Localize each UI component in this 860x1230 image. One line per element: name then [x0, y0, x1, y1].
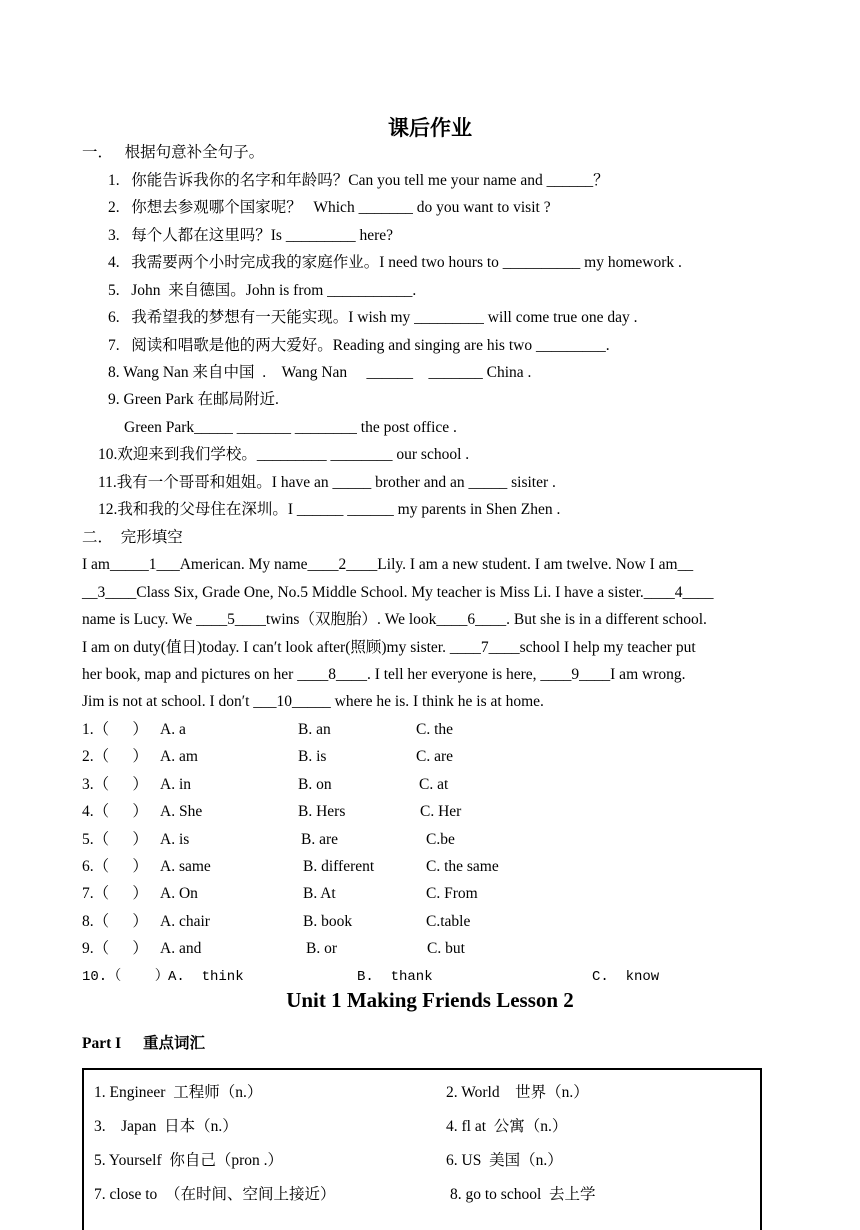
list-item: 1. 你能告诉我你的名字和年龄吗？Can you tell me your name and ______？ [108, 172, 609, 189]
list-item: 3. 每个人都在这里吗？Is _________ here? [108, 227, 393, 244]
question-number: 5.（ ） [82, 831, 148, 848]
option-c: C.table [426, 913, 471, 930]
vocab-item: 7. close to （在时间、空间上接近） [94, 1186, 336, 1203]
question-number: 3.（ ） [82, 776, 148, 793]
option-c: C. the same [426, 858, 499, 875]
option-a: A. On [160, 885, 198, 902]
option-a: A. a [160, 721, 186, 738]
option-a: A. same [160, 858, 211, 875]
list-item: 9. Green Park 在邮局附近. [108, 391, 279, 408]
option-a: A. chair [160, 913, 210, 930]
option-c: C. From [426, 885, 478, 902]
question-number: 2.（ ） [82, 748, 148, 765]
unit-title: Unit 1 Making Friends Lesson 2 [286, 988, 574, 1012]
list-item: 12.我和我的父母住在深圳。I ______ ______ my parents in Shen Zhen . [98, 501, 561, 518]
question-number: 7.（ ） [82, 885, 148, 902]
passage-line: Jim is not at school. I don′t ___10_____ where he is. I think he is at home. [82, 693, 544, 710]
option-b: B. thank [357, 969, 433, 985]
option-a: A. is [160, 831, 190, 848]
option-c: C. Her [420, 803, 462, 820]
option-c: C. at [419, 776, 449, 793]
section2-heading: 二． 完形填空 [82, 529, 183, 546]
option-a: A. She [160, 803, 203, 820]
vocab-item: 5. Yourself 你自己（pron .） [94, 1152, 284, 1169]
option-c: C. are [416, 748, 454, 765]
list-item: 6. 我希望我的梦想有一天能实现。I wish my _________ will come true one day . [108, 309, 638, 326]
passage-line: __3____Class Six, Grade One, No.5 Middle School. My teacher is Miss Li. I have a sister.____4____ [82, 584, 714, 601]
option-b: B. an [298, 721, 331, 738]
vocab-item: 4. fl at 公寓（n.） [446, 1118, 568, 1135]
option-a: A. in [160, 776, 191, 793]
question-number: 1.（ ） [82, 721, 148, 738]
vocab-item: 8. go to school 去上学 [450, 1186, 596, 1203]
vocab-item: 6. US 美国（n.） [446, 1152, 563, 1169]
list-item: 2. 你想去参观哪个国家呢？ Which _______ do you want to visit ? [108, 199, 551, 216]
vocab-item: 2. World 世界（n.） [446, 1084, 589, 1101]
option-b: B. different [303, 858, 375, 875]
passage-line: name is Lucy. We ____5____twins（双胞胎）. We look____6____. But she is in a different school. [82, 611, 707, 628]
question-number: 10.（ ） [82, 969, 169, 985]
list-item: 8. Wang Nan 来自中国 . Wang Nan ______ _______ China . [108, 364, 532, 381]
vocab-item: 3. Japan 日本（n.） [94, 1118, 238, 1135]
list-item: 5. John 来自德国。John is from ___________. [108, 282, 417, 299]
vocab-item: 1. Engineer 工程师（n.） [94, 1084, 263, 1101]
option-a: A. think [168, 969, 244, 985]
section1-heading: 一． 根据句意补全句子。 [82, 144, 265, 161]
list-item: 11.我有一个哥哥和姐姐。I have an _____ brother and an _____ sisiter . [98, 474, 556, 491]
page-title: 课后作业 [388, 116, 472, 140]
part-heading: 重点词汇 [143, 1035, 206, 1052]
option-b: B. book [303, 913, 353, 930]
option-b: B. or [306, 940, 337, 957]
option-b: B. on [298, 776, 332, 793]
question-number: 6.（ ） [82, 858, 148, 875]
option-c: C. know [592, 969, 660, 985]
option-c: C.be [426, 831, 455, 848]
option-b: B. Hers [298, 803, 346, 820]
list-item: 7. 阅读和唱歌是他的两大爱好。Reading and singing are his two _________. [108, 337, 610, 354]
question-number: 9.（ ） [82, 940, 148, 957]
option-b: B. are [301, 831, 339, 848]
option-a: A. and [160, 940, 202, 957]
option-b: B. At [303, 885, 336, 902]
passage-line: I am_____1___American. My name____2____Lily. I am a new student. I am twelve. Now I am__ [82, 556, 694, 573]
question-number: 4.（ ） [82, 803, 148, 820]
passage-line: I am on duty(值日)today. I can′t look after(照顾)my sister. ____7____school I help my teacher put [82, 639, 696, 656]
option-b: B. is [298, 748, 327, 765]
list-item: Green Park_____ _______ ________ the post office . [124, 419, 457, 436]
passage-line: her book, map and pictures on her ____8____. I tell her everyone is here, ____9____I am wrong. [82, 666, 686, 683]
option-c: C. the [416, 721, 454, 738]
option-c: C. but [427, 940, 465, 957]
question-number: 8.（ ） [82, 913, 148, 930]
option-a: A. am [160, 748, 198, 765]
part-label: Part I [82, 1035, 122, 1052]
list-item: 10.欢迎来到我们学校。_________ ________ our school . [98, 446, 470, 463]
list-item: 4. 我需要两个小时完成我的家庭作业。I need two hours to __________ my homework . [108, 254, 682, 271]
